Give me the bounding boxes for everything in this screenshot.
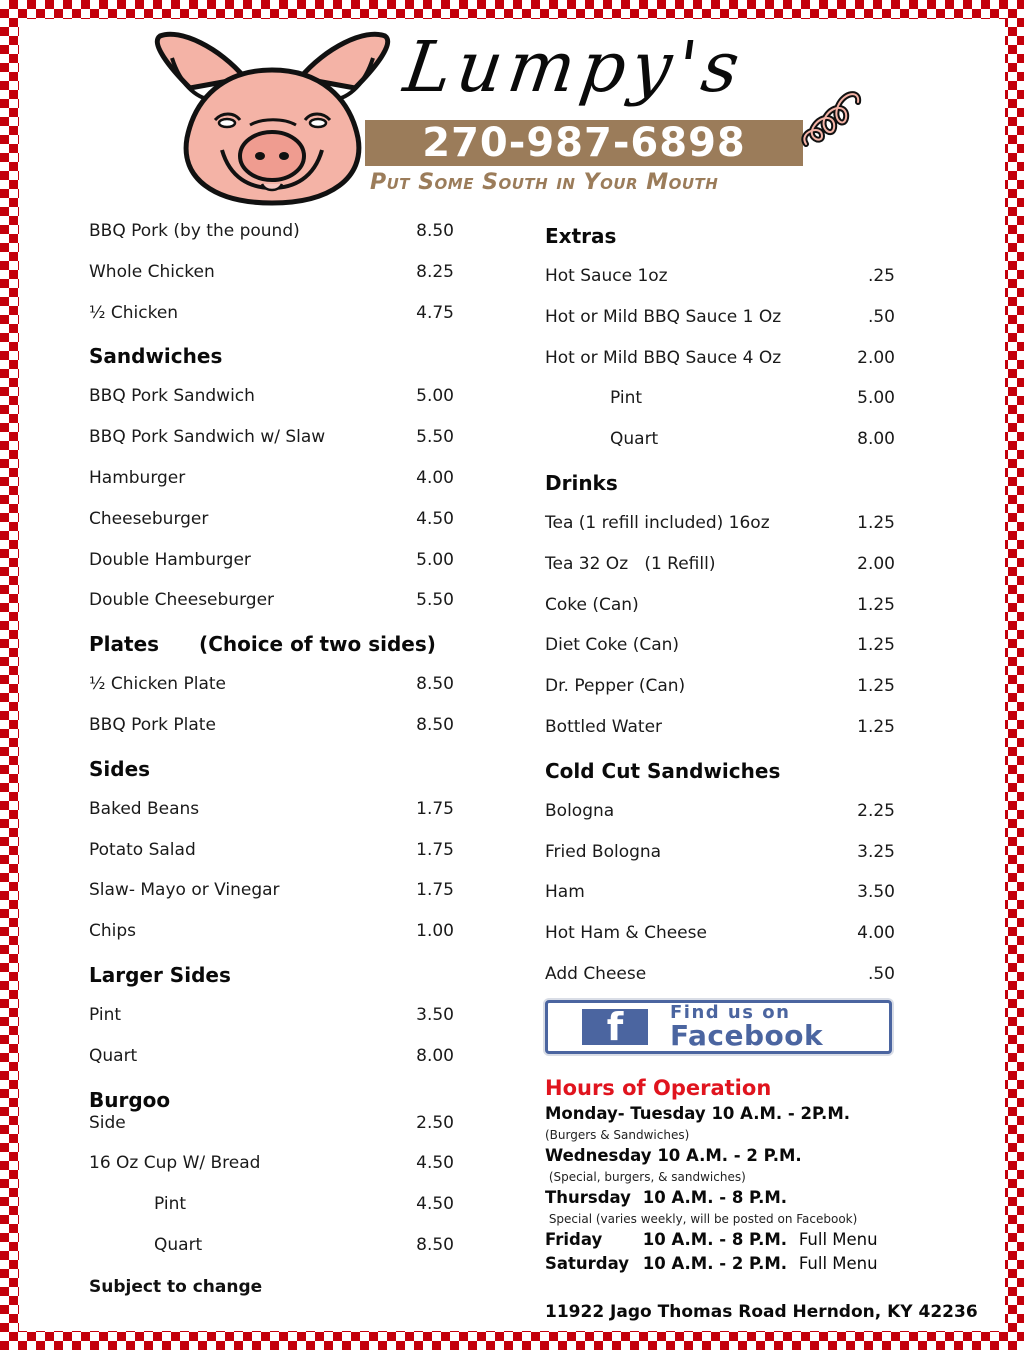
menu-item — [545, 512, 895, 553]
item-price: 8.00 — [857, 429, 895, 450]
item-name: Potato Salad — [89, 839, 196, 860]
item-name: Double Hamburger — [89, 549, 251, 570]
item-price: 3.50 — [857, 882, 895, 903]
item-name: Pint — [610, 388, 643, 409]
menu-item — [89, 1234, 454, 1275]
hours-note: (Special, burgers, & sandwiches) — [545, 1170, 746, 1184]
section-title-extras: Extras — [545, 224, 617, 248]
item-price: 5.50 — [416, 590, 454, 611]
item-price: 8.50 — [416, 1234, 454, 1255]
item-name: Quart — [610, 429, 659, 450]
item-price: 1.25 — [857, 676, 895, 697]
menu-item — [545, 428, 895, 469]
menu-item — [545, 841, 895, 882]
menu-item — [89, 1112, 454, 1153]
menu-item — [89, 589, 454, 630]
facebook-line1: Find us on — [670, 1002, 791, 1023]
item-name: Side — [89, 1112, 126, 1133]
menu-item — [545, 800, 895, 841]
menu-item — [89, 920, 454, 961]
tagline: Put Some South in Your Mouth — [370, 170, 719, 195]
item-name: Hamburger — [89, 467, 186, 488]
item-price: .50 — [867, 963, 895, 984]
item-name: Hot or Mild BBQ Sauce 4 Oz — [545, 347, 782, 368]
hours-day: Monday- Tuesday — [545, 1104, 706, 1123]
pig-face-icon — [150, 28, 395, 206]
hours-day: Thursday — [545, 1188, 631, 1207]
section-title-plates — [89, 630, 454, 673]
menu-item — [545, 634, 895, 675]
menu-item — [545, 922, 895, 963]
restaurant-address: 11922 Jago Thomas Road Herndon, KY 42236 — [545, 1302, 978, 1322]
section-title-drinks: Drinks — [545, 470, 618, 495]
subject-to-change-note: Subject to change — [89, 1276, 263, 1297]
section-title-cold-cut-sandwiches: Cold Cut Sandwiches — [545, 758, 781, 783]
item-name: Slaw- Mayo or Vinegar — [89, 880, 280, 901]
item-price: 3.25 — [857, 841, 895, 862]
phone-number: 270-987-6898 — [365, 120, 803, 166]
hours-menu-type: Full Menu — [798, 1254, 878, 1273]
menu-item — [89, 879, 454, 920]
item-price: 2.25 — [857, 800, 895, 821]
hours-menu-type: Full Menu — [798, 1230, 878, 1249]
item-price: 5.00 — [857, 388, 895, 409]
menu-item — [89, 1045, 454, 1086]
hours-time: 10 A.M. - 8 P.M. — [642, 1188, 788, 1207]
menu-item — [545, 306, 895, 347]
item-name: BBQ Pork Plate — [89, 714, 216, 735]
item-name: BBQ Pork (by the pound) — [89, 221, 300, 241]
menu-item — [89, 1193, 454, 1234]
item-price: 3.50 — [416, 1004, 454, 1025]
item-price: .25 — [867, 266, 895, 286]
brand-name: Lumpy's — [399, 26, 751, 108]
item-price: 1.25 — [857, 594, 895, 615]
menu-item — [89, 798, 454, 839]
section-title-larger-sides: Larger Sides — [89, 962, 231, 987]
menu-item — [89, 1004, 454, 1045]
hours-time: 10 A.M. - 2 P.M. — [657, 1146, 802, 1165]
hours-title: Hours of Operation — [545, 1076, 772, 1100]
item-name: Pint — [154, 1194, 187, 1215]
item-price: 2.00 — [857, 347, 895, 368]
item-name: BBQ Pork Sandwich w/ Slaw — [89, 427, 326, 448]
item-price: 4.75 — [416, 302, 454, 323]
item-price: 1.25 — [857, 716, 895, 737]
find-us-on-facebook-badge[interactable] — [545, 1000, 892, 1054]
item-price: 5.00 — [416, 386, 454, 407]
item-price: 1.75 — [416, 880, 454, 901]
item-name: Diet Coke (Can) — [545, 635, 680, 656]
section-title-sandwiches: Sandwiches — [89, 344, 223, 369]
item-price: 4.50 — [416, 508, 454, 529]
item-name: Double Cheeseburger — [89, 590, 275, 611]
item-price: 8.50 — [416, 714, 454, 735]
hours-day: Wednesday — [545, 1146, 652, 1165]
menu-item — [545, 675, 895, 716]
hours-time: 10 A.M. - 8 P.M. — [642, 1230, 788, 1249]
pig-tail-icon — [800, 72, 864, 152]
plates-note: (Choice of two sides) — [199, 632, 436, 657]
hours-time: 10 A.M. - 2 P.M. — [642, 1254, 788, 1273]
item-name: Hot Sauce 1oz — [545, 266, 668, 286]
menu-item — [89, 302, 454, 343]
menu-item — [89, 1152, 454, 1193]
item-price: 8.50 — [416, 674, 454, 695]
menu-item — [89, 261, 454, 302]
item-name: BBQ Pork Sandwich — [89, 386, 255, 407]
facebook-f-glyph: f — [606, 1005, 624, 1049]
item-name: ½ Chicken Plate — [89, 674, 226, 695]
item-price: 8.50 — [416, 221, 454, 241]
menu-item — [89, 549, 454, 590]
hours-note: (Burgers & Sandwiches) — [545, 1128, 690, 1142]
hours-wednesday — [545, 1144, 925, 1168]
item-name: Baked Beans — [89, 798, 200, 819]
item-price: 2.50 — [416, 1112, 454, 1133]
menu-item — [89, 508, 454, 549]
item-price: 5.00 — [416, 549, 454, 570]
menu-item — [89, 839, 454, 880]
hours-monday-tuesday — [545, 1102, 925, 1126]
menu-left-column — [89, 220, 454, 1297]
item-name: Quart — [154, 1234, 203, 1255]
item-name: Bottled Water — [545, 716, 663, 737]
menu-item — [545, 881, 895, 922]
hours-note: Special (varies weekly, will be posted on Facebook) — [545, 1212, 858, 1226]
item-name: 16 Oz Cup W/ Bread — [89, 1153, 261, 1174]
menu-item — [545, 553, 895, 594]
item-name: Ham — [545, 882, 585, 903]
menu-item — [89, 467, 454, 508]
hours-thursday — [545, 1186, 925, 1210]
menu-item — [545, 265, 895, 306]
item-price: 2.00 — [857, 553, 895, 574]
facebook-badge-text — [670, 1004, 823, 1050]
item-price: 1.75 — [416, 839, 454, 860]
menu-item — [89, 673, 454, 714]
plates-title: Plates — [89, 632, 160, 657]
item-price: 8.25 — [416, 261, 454, 282]
item-price: 1.25 — [857, 635, 895, 656]
hours-day: Friday — [545, 1230, 603, 1249]
item-name: Whole Chicken — [89, 261, 215, 282]
item-price: 4.50 — [416, 1194, 454, 1215]
item-price: 1.25 — [857, 512, 895, 533]
item-name: Chips — [89, 921, 137, 942]
menu-item — [89, 426, 454, 467]
item-name: Bologna — [545, 800, 615, 821]
hours-saturday — [545, 1252, 925, 1276]
item-name: Add Cheese — [545, 963, 647, 984]
logo-header — [150, 28, 830, 208]
menu-item — [545, 594, 895, 635]
item-name: Cheeseburger — [89, 508, 209, 529]
menu-item — [89, 385, 454, 426]
item-name: Tea 32 Oz (1 Refill) — [545, 553, 716, 574]
facebook-icon — [582, 1005, 648, 1049]
facebook-line2: Facebook — [670, 1019, 824, 1052]
hours-day: Saturday — [545, 1254, 629, 1273]
item-price: 8.00 — [416, 1045, 454, 1066]
hours-of-operation — [545, 1074, 925, 1276]
hours-time: 10 A.M. - 2P.M. — [711, 1104, 851, 1123]
menu-item — [545, 716, 895, 757]
menu-item — [89, 714, 454, 755]
menu-item — [545, 347, 895, 388]
hours-friday — [545, 1228, 925, 1252]
item-price: 4.00 — [857, 923, 895, 944]
item-name: Fried Bologna — [545, 841, 662, 862]
menu-right-column — [545, 222, 895, 1004]
item-price: 1.00 — [416, 921, 454, 942]
item-price: 4.50 — [416, 1153, 454, 1174]
item-name: Pint — [89, 1004, 122, 1025]
item-price: 1.75 — [416, 798, 454, 819]
item-name: Dr. Pepper (Can) — [545, 676, 686, 697]
item-name: Quart — [89, 1045, 138, 1066]
item-price: 5.50 — [416, 427, 454, 448]
section-title-burgoo: Burgoo — [89, 1087, 171, 1112]
menu-item — [89, 220, 454, 261]
menu-item — [545, 387, 895, 428]
menu-item — [545, 963, 895, 1004]
item-price: .50 — [867, 306, 895, 327]
item-name: Hot or Mild BBQ Sauce 1 Oz — [545, 306, 782, 327]
item-name: ½ Chicken — [89, 302, 179, 323]
item-name: Coke (Can) — [545, 594, 639, 615]
section-title-sides: Sides — [89, 756, 151, 781]
item-price: 4.00 — [416, 467, 454, 488]
item-name: Hot Ham & Cheese — [545, 923, 707, 944]
item-name: Tea (1 refill included) 16oz — [545, 512, 770, 533]
